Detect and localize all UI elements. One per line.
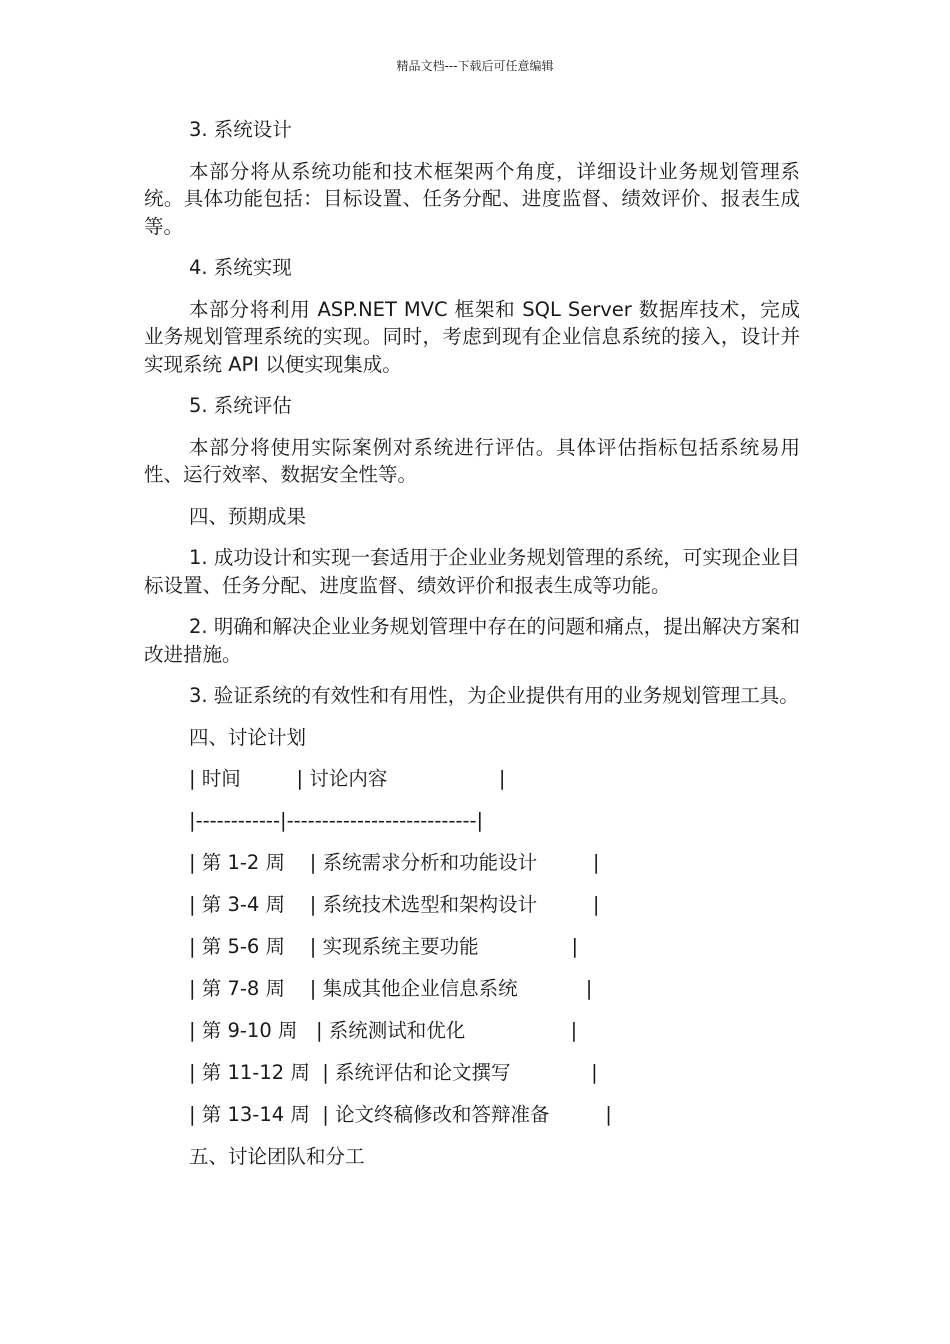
table-row: | 第 13-14 周 | 论文终稿修改和答辩准备 | (189, 1103, 612, 1126)
table-row: | 第 9-10 周 | 系统测试和优化 | (189, 1019, 578, 1042)
section-heading: 四、讨论计划 (189, 725, 307, 749)
section-heading: 四、预期成果 (189, 504, 307, 528)
paragraph: 本部分将使用实际案例对系统进行评估。具体评估指标包括系统易用性、运行效率、数据安全性等。 (144, 435, 800, 486)
paragraph: 3. 验证系统的有效性和有用性，为企业提供有用的业务规划管理工具。 (189, 684, 799, 707)
table-row: | 第 11-12 周 | 系统评估和论文撰写 | (189, 1061, 598, 1084)
section-heading: 4. 系统实现 (189, 256, 292, 279)
paragraph: 本部分将从系统功能和技术框架两个角度，详细设计业务规划管理系统。具体功能包括：目标设置、任务分配、进度监督、绩效评价、报表生成等。 (144, 159, 800, 238)
table-row: | 第 1-2 周 | 系统需求分析和功能设计 | (189, 851, 600, 874)
table-separator-row: |------------|---------------------------| (189, 809, 484, 832)
paragraph: 本部分将利用 ASP.NET MVC 框架和 SQL Server 数据库技术，完成业务规划管理系统的实现。同时，考虑到现有企业信息系统的接入，设计并实现系统 API 以便实现集成。 (144, 297, 800, 376)
table-row: | 第 5-6 周 | 实现系统主要功能 | (189, 935, 579, 958)
section-heading: 五、讨论团队和分工 (189, 1145, 365, 1168)
paragraph: 1. 成功设计和实现一套适用于企业业务规划管理的系统，可实现企业目标设置、任务分配、进度监督、绩效评价和报表生成等功能。 (144, 546, 800, 597)
table-header-row: | 时间 | 讨论内容 | (189, 767, 506, 790)
page-header: 精品文档---下载后可任意编辑 (396, 59, 554, 73)
table-row: | 第 3-4 周 | 系统技术选型和架构设计 | (189, 893, 600, 916)
table-row: | 第 7-8 周 | 集成其他企业信息系统 | (189, 977, 593, 1000)
document-body (144, 116, 800, 1185)
section-heading: 5. 系统评估 (189, 394, 292, 417)
paragraph: 2. 明确和解决企业业务规划管理中存在的问题和痛点，提出解决方案和改进措施。 (144, 615, 800, 666)
section-heading: 3. 系统设计 (189, 118, 292, 141)
